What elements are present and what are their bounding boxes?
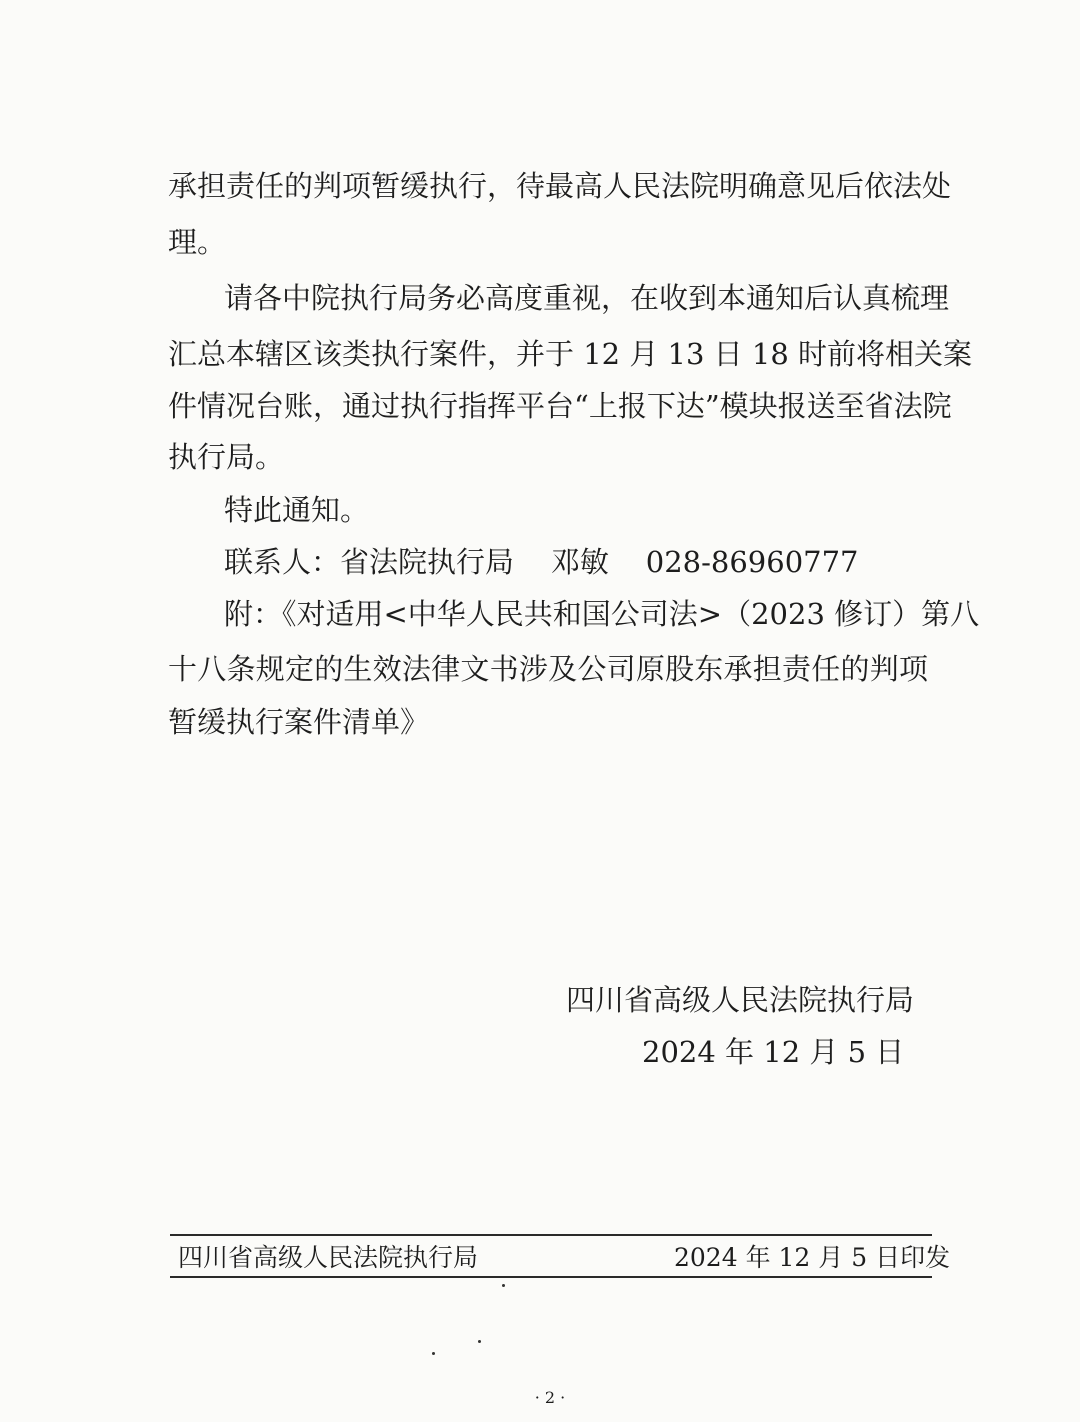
page-number: · 2 · [534, 1388, 566, 1407]
attachment-line-1: 附：《对适用<中华人民共和国公司法>（2023 修订）第八 [224, 597, 980, 631]
attachment-line-3: 暂缓执行案件清单》 [168, 705, 430, 739]
body-line-1: 承担责任的判项暂缓执行，待最高人民法院明确意见后依法处 [168, 169, 952, 203]
scan-speck [478, 1340, 481, 1343]
body-line-4: 汇总本辖区该类执行案件，并于 12 月 13 日 18 时前将相关案 [168, 337, 973, 371]
footer-issue-date: 2024 年 12 月 5 日印发 [674, 1243, 951, 1272]
scan-speck [432, 1352, 435, 1355]
scan-speck [502, 1284, 505, 1287]
body-line-5: 件情况台账，通过执行指挥平台“上报下达”模块报送至省法院 [168, 389, 952, 423]
footer-bottom-rule [170, 1276, 932, 1278]
footer-issuer: 四川省高级人民法院执行局 [178, 1243, 479, 1272]
body-line-2: 理。 [168, 225, 227, 259]
signature-date: 2024 年 12 月 5 日 [642, 1035, 905, 1069]
body-line-3: 请各中院执行局务必高度重视，在收到本通知后认真梳理 [224, 281, 950, 315]
contact-line: 联系人：省法院执行局 邓敏 028-86960777 [224, 545, 859, 579]
closing-remark: 特此通知。 [224, 493, 370, 527]
attachment-line-2: 十八条规定的生效法律文书涉及公司原股东承担责任的判项 [168, 652, 928, 686]
footer-top-rule [170, 1234, 932, 1236]
signature-issuer: 四川省高级人民法院执行局 [566, 983, 915, 1017]
body-line-6: 执行局。 [168, 440, 285, 474]
